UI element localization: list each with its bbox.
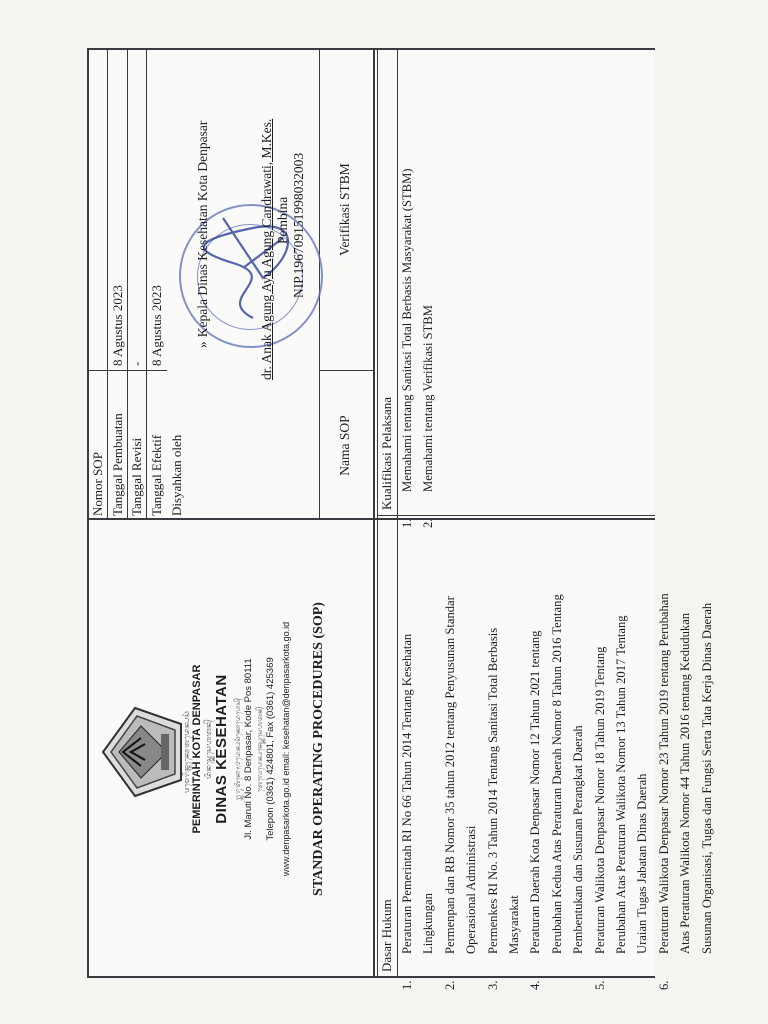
dasar-hukum-list — [397, 526, 718, 990]
list-item: 1.Memahami tentang Sanitasi Total Berbasis Masyarakat (STBM) — [400, 168, 414, 528]
city-emblem-icon — [101, 704, 183, 800]
web-email: www.denpasarkota.go.id email: kesehatan@denpasarkota.go.id — [281, 621, 291, 877]
kualifikasi-list — [397, 54, 440, 528]
nama-sop-value: Verifikasi STBM — [337, 163, 352, 256]
phone-balinese: ᬢᬾᬮᬾᬧᭀᬦ᭄ᬧᬓ᭄ᬲ᭄ᬓᬾᬲᬾᬳᬢᬦ᭄ — [258, 706, 264, 792]
list-item: 6.Peraturan Walikota Denpasar Nomor 23 Tahun 2019 tentang Perubahan Atas Peraturan Walikota Nomor 44 Tahun 2016 tentang Kedudukan Susunan Organisasi, Tugas dan Fungsi Serta Tata Kerja Dinas Daerah — [656, 593, 714, 990]
signer-rank: Pembina — [275, 196, 290, 244]
list-item: 2.Permenpan dan RB Nomor 35 tahun 2012 tentang Penyusunan Standar Operasional Administrasi — [442, 596, 479, 990]
efektif-value: 8 Agustus 2023 — [149, 285, 164, 366]
address: Jl. Maruti No. 8 Denpasar, Kode Pos 80111 — [243, 658, 254, 840]
revisi-label: Tanggal Revisi — [129, 437, 144, 516]
signer-nip: NIP.196709151998032003 — [291, 152, 306, 298]
nama-sop-label: Nama SOP — [337, 415, 352, 476]
signer-name: dr. Anak Agung Ayu Agung Candrawati, M.Kes. — [259, 118, 274, 380]
dept-name: DINAS KESEHATAN — [213, 674, 230, 824]
dept-name-balinese: ᬤᬶᬦᬲ᭄ᬓᬾᬲᬾᬳᬢᬦ᭄ — [205, 718, 213, 780]
phone: Telepon (0361) 424801, Fax (0361) 425369 — [265, 657, 276, 841]
list-item: 3.Permenkes RI No. 3 Tahun 2014 Tentang Sanitasi Total Berbasis Masyarakat — [485, 627, 522, 990]
kualifikasi-label: Kualifikasi Pelaksana — [379, 397, 394, 510]
sop-sheet — [87, 48, 714, 990]
revisi-value: - — [129, 361, 144, 366]
gov-name-balinese: ᬧᬫᬾᬭᬶᬦ᭄ᬢᬄᬓᭀᬢᬤᬾᬦ᭄ᬧᬲᬃ — [183, 710, 191, 794]
list-item: 2.Memahami tentang Verifikasi STBM — [421, 305, 436, 528]
list-item: 5.Peraturan Walikota Denpasar Nomor 18 Tahun 2019 Tentang Perubahan Atas Peraturan Walikota Nomor 13 Tahun 2017 Tentang Uraian Tugas Jabatan Dinas Daerah — [592, 615, 650, 990]
nomor-label: Nomor SOP — [90, 452, 105, 516]
list-item: 1.Peraturan Pemerintah RI No 66 Tahun 2014 Tentang Kesehatan Lingkungan — [400, 633, 436, 990]
header-block — [87, 520, 373, 978]
pembuatan-value: 8 Agustus 2023 — [110, 285, 125, 366]
gov-name: PEMERINTAH KOTA DENPASAR — [191, 664, 203, 834]
address-balinese: ᬚ᭄ᬮ᭄ᬫᬭᬸᬢᬶᬦᭀ᭟᭘ᬤᬾᬦ᭄ᬧᬲᬃᬓᭀᬤᬾᬧᭀᬲ᭄ — [236, 697, 242, 801]
efektif-label: Tanggal Efektif — [149, 434, 164, 516]
dasar-hukum-label: Dasar Hukum — [379, 899, 394, 972]
sop-title: STANDAR OPERATING PROCEDURES (SOP) — [311, 602, 326, 896]
signer-title-text: Kepala Dinas Kesehatan Kota Denpasar — [195, 120, 210, 338]
signer-title: »Kepala Dinas Kesehatan Kota Denpasar — [195, 120, 210, 348]
list-item: 4.Peraturan Daerah Kota Denpasar Nomor 12 Tahun 2021 tentang Perubahan Kedua Atas Peraturan Daerah Nomor 8 Tahun 2016 Tentang Pembentukan dan Susunan Perangkat Daerah — [528, 594, 586, 990]
pembuatan-label: Tanggal Pembuatan — [110, 413, 125, 516]
disyahkan-label: Disyahkan oleh — [169, 434, 184, 516]
